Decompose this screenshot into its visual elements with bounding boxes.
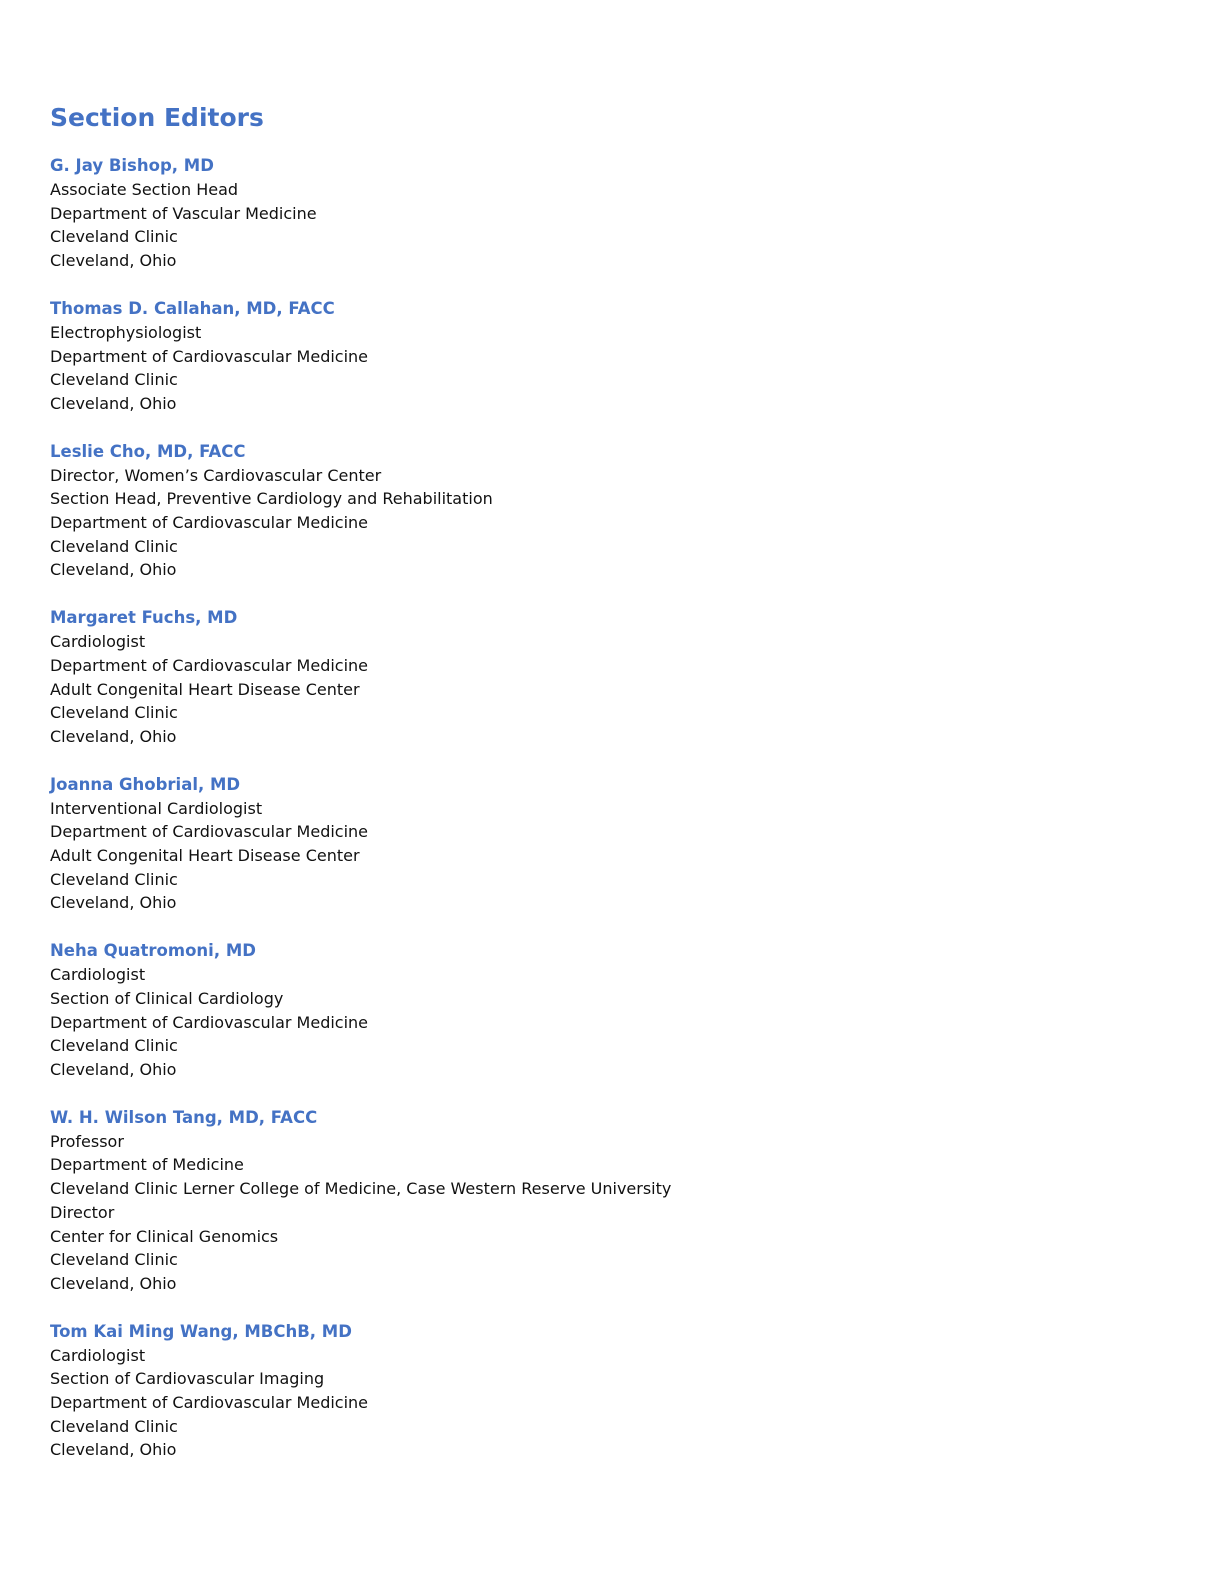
editor-affiliation-line: Cleveland Clinic (50, 1250, 178, 1270)
editor-affiliation-line: Cleveland Clinic (50, 227, 178, 247)
editor-affiliation-line: Cleveland, Ohio (50, 1059, 177, 1079)
editor-entry (50, 297, 1170, 416)
editor-name: Thomas D. Callahan, MD, FACC (50, 298, 335, 318)
editor-affiliation-line: Department of Cardiovascular Medicine (50, 822, 369, 842)
editor-name: Tom Kai Ming Wang, MBChB, MD (50, 1321, 352, 1341)
editor-affiliation-line: Electrophysiologist (50, 322, 202, 342)
editor-name: Joanna Ghobrial, MD (50, 774, 241, 794)
editor-affiliation-line: Department of Cardiovascular Medicine (50, 655, 369, 675)
document-page (50, 100, 1170, 1486)
editor-name: Leslie Cho, MD, FACC (50, 441, 246, 461)
editor-entry (50, 939, 1170, 1082)
editor-affiliation-line: Director, Women’s Cardiovascular Center (50, 465, 382, 485)
editor-affiliation-line: Cleveland Clinic (50, 370, 178, 390)
editor-affiliation-line: Cleveland Clinic (50, 703, 178, 723)
editor-affiliation-line: Cleveland, Ohio (50, 726, 177, 746)
editor-affiliation-line: Cleveland, Ohio (50, 1440, 177, 1460)
editor-entry (50, 440, 1170, 583)
editor-affiliation-line: Cleveland Clinic (50, 1416, 178, 1436)
editor-affiliation-line: Cardiologist (50, 632, 146, 652)
editor-name: Margaret Fuchs, MD (50, 608, 238, 628)
editor-affiliation-line: Department of Cardiovascular Medicine (50, 513, 369, 533)
editor-affiliation-line: Adult Congenital Heart Disease Center (50, 846, 360, 866)
editor-affiliation-line: Cleveland, Ohio (50, 393, 177, 413)
editor-affiliation-line: Cleveland, Ohio (50, 893, 177, 913)
editor-affiliation-line: Director (50, 1202, 115, 1222)
editor-affiliation-line: Cleveland Clinic (50, 1036, 178, 1056)
editor-affiliation-line: Center for Clinical Genomics (50, 1226, 279, 1246)
editor-entry (50, 1320, 1170, 1463)
editor-affiliation-line: Cardiologist (50, 965, 146, 985)
editor-affiliation-line: Cleveland Clinic (50, 869, 178, 889)
editor-affiliation-line: Cleveland Clinic (50, 536, 178, 556)
editor-affiliation-line: Cleveland, Ohio (50, 1273, 177, 1293)
editor-affiliation-line: Section of Cardiovascular Imaging (50, 1369, 325, 1389)
editor-affiliation-line: Cardiologist (50, 1345, 146, 1365)
page-title: Section Editors (50, 103, 264, 132)
editors-list (50, 154, 1170, 1462)
editor-affiliation-line: Interventional Cardiologist (50, 798, 263, 818)
editor-name: Neha Quatromoni, MD (50, 941, 256, 961)
editor-entry (50, 154, 1170, 273)
editor-affiliation-line: Adult Congenital Heart Disease Center (50, 679, 360, 699)
editor-entry (50, 773, 1170, 916)
editor-affiliation-line: Department of Cardiovascular Medicine (50, 346, 369, 366)
editor-affiliation-line: Department of Medicine (50, 1155, 244, 1175)
editor-affiliation-line: Department of Vascular Medicine (50, 203, 317, 223)
editor-affiliation-line: Section of Clinical Cardiology (50, 988, 284, 1008)
editor-affiliation-line: Cleveland Clinic Lerner College of Medicine, Case Western Reserve University (50, 1179, 672, 1199)
editor-affiliation-line: Professor (50, 1131, 124, 1151)
editor-affiliation-line: Department of Cardiovascular Medicine (50, 1393, 369, 1413)
editor-affiliation-line: Department of Cardiovascular Medicine (50, 1012, 369, 1032)
editor-entry (50, 1106, 1170, 1296)
editor-affiliation-line: Section Head, Preventive Cardiology and Rehabilitation (50, 489, 493, 509)
editor-name: W. H. Wilson Tang, MD, FACC (50, 1107, 318, 1127)
editor-affiliation-line: Cleveland, Ohio (50, 560, 177, 580)
editor-affiliation-line: Associate Section Head (50, 180, 239, 199)
editor-affiliation-line: Cleveland, Ohio (50, 251, 177, 271)
editor-name: G. Jay Bishop, MD (50, 156, 214, 175)
editor-entry (50, 606, 1170, 749)
